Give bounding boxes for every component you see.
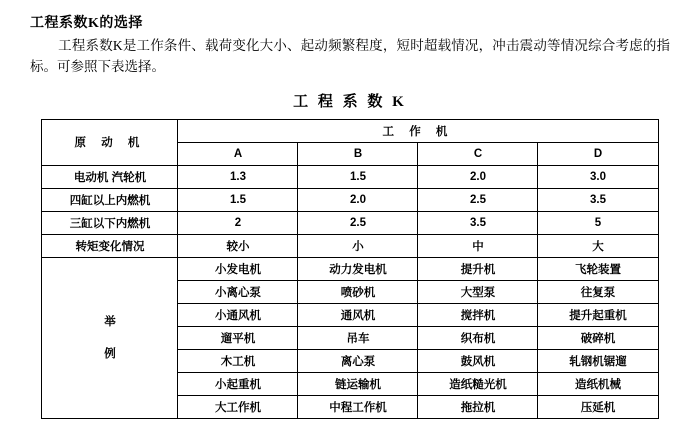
- table-cell: 织布机: [418, 326, 538, 349]
- table-cell: 1.5: [178, 188, 298, 211]
- table-cell: 造纸机械: [538, 372, 658, 395]
- table-cell: 2.0: [418, 165, 538, 188]
- example-label: [42, 257, 178, 418]
- table-title: 工 程 系 数 K: [293, 93, 407, 110]
- column-header-c: C: [418, 142, 538, 165]
- table-cell: 破碎机: [538, 326, 658, 349]
- table-cell: 通风机: [298, 303, 418, 326]
- table-row: [42, 211, 658, 234]
- example-row: [42, 257, 658, 280]
- example-label-line: 例: [104, 347, 116, 360]
- paragraph-text: 工程系数K是工作条件、载荷变化大小、起动频繁程度，短时超载情况，冲击震动等情况综合考虑的指标。可参照下表选择。: [30, 38, 670, 74]
- table-cell: 5: [538, 211, 658, 234]
- table-cell: 小起重机: [178, 372, 298, 395]
- table-cell: 大型泵: [418, 280, 538, 303]
- coefficient-table: [41, 119, 658, 419]
- intro-paragraph: [30, 36, 670, 78]
- table-cell: 3.5: [538, 188, 658, 211]
- table-cell: 小通风机: [178, 303, 298, 326]
- table-row: [42, 165, 658, 188]
- table-cell: 2: [178, 211, 298, 234]
- table-cell: 造纸糙光机: [418, 372, 538, 395]
- table-cell: 离心泵: [298, 349, 418, 372]
- table-cell: 2.5: [298, 211, 418, 234]
- table-cell: 提升机: [418, 257, 538, 280]
- table-cell: 小: [298, 234, 418, 257]
- table-cell: 3.5: [418, 211, 538, 234]
- table-cell: 小发电机: [178, 257, 298, 280]
- table-row: [42, 234, 658, 257]
- table-cell: 3.0: [538, 165, 658, 188]
- example-label-inner: [42, 306, 177, 370]
- table-row: [42, 188, 658, 211]
- row-label: 四缸以上内燃机: [42, 188, 178, 211]
- table-cell: 拖拉机: [418, 395, 538, 418]
- table-cell: 2.5: [418, 188, 538, 211]
- table-cell: 中: [418, 234, 538, 257]
- column-header-b: B: [298, 142, 418, 165]
- table-cell: 飞轮装置: [538, 257, 658, 280]
- table-cell: 链运输机: [298, 372, 418, 395]
- row-label: 转矩变化情况: [42, 234, 178, 257]
- table-cell: 压延机: [538, 395, 658, 418]
- row-label: 三缸以下内燃机: [42, 211, 178, 234]
- header-prime-mover: 原 动 机: [42, 119, 178, 165]
- row-label: 电动机 汽轮机: [42, 165, 178, 188]
- example-label-line: 举: [104, 315, 116, 328]
- table-cell: 大: [538, 234, 658, 257]
- table-cell: 动力发电机: [298, 257, 418, 280]
- table-cell: 中程工作机: [298, 395, 418, 418]
- table-cell: 搅拌机: [418, 303, 538, 326]
- page-title: 工程系数K的选择: [30, 16, 143, 31]
- column-header-a: A: [178, 142, 298, 165]
- column-header-d: D: [538, 142, 658, 165]
- table-cell: 较小: [178, 234, 298, 257]
- table-cell: 吊车: [298, 326, 418, 349]
- table-cell: 喷砂机: [298, 280, 418, 303]
- table-cell: 鼓风机: [418, 349, 538, 372]
- table-cell: 木工机: [178, 349, 298, 372]
- table-header-row: [42, 119, 658, 142]
- table-cell: 1.5: [298, 165, 418, 188]
- table-cell: 遛平机: [178, 326, 298, 349]
- header-working-machine: 工 作 机: [178, 119, 658, 142]
- table-cell: 小离心泵: [178, 280, 298, 303]
- table-cell: 提升起重机: [538, 303, 658, 326]
- table-cell: 往复泵: [538, 280, 658, 303]
- table-cell: 1.3: [178, 165, 298, 188]
- table-cell: 2.0: [298, 188, 418, 211]
- table-cell: 轧钢机锯遛: [538, 349, 658, 372]
- table-cell: 大工作机: [178, 395, 298, 418]
